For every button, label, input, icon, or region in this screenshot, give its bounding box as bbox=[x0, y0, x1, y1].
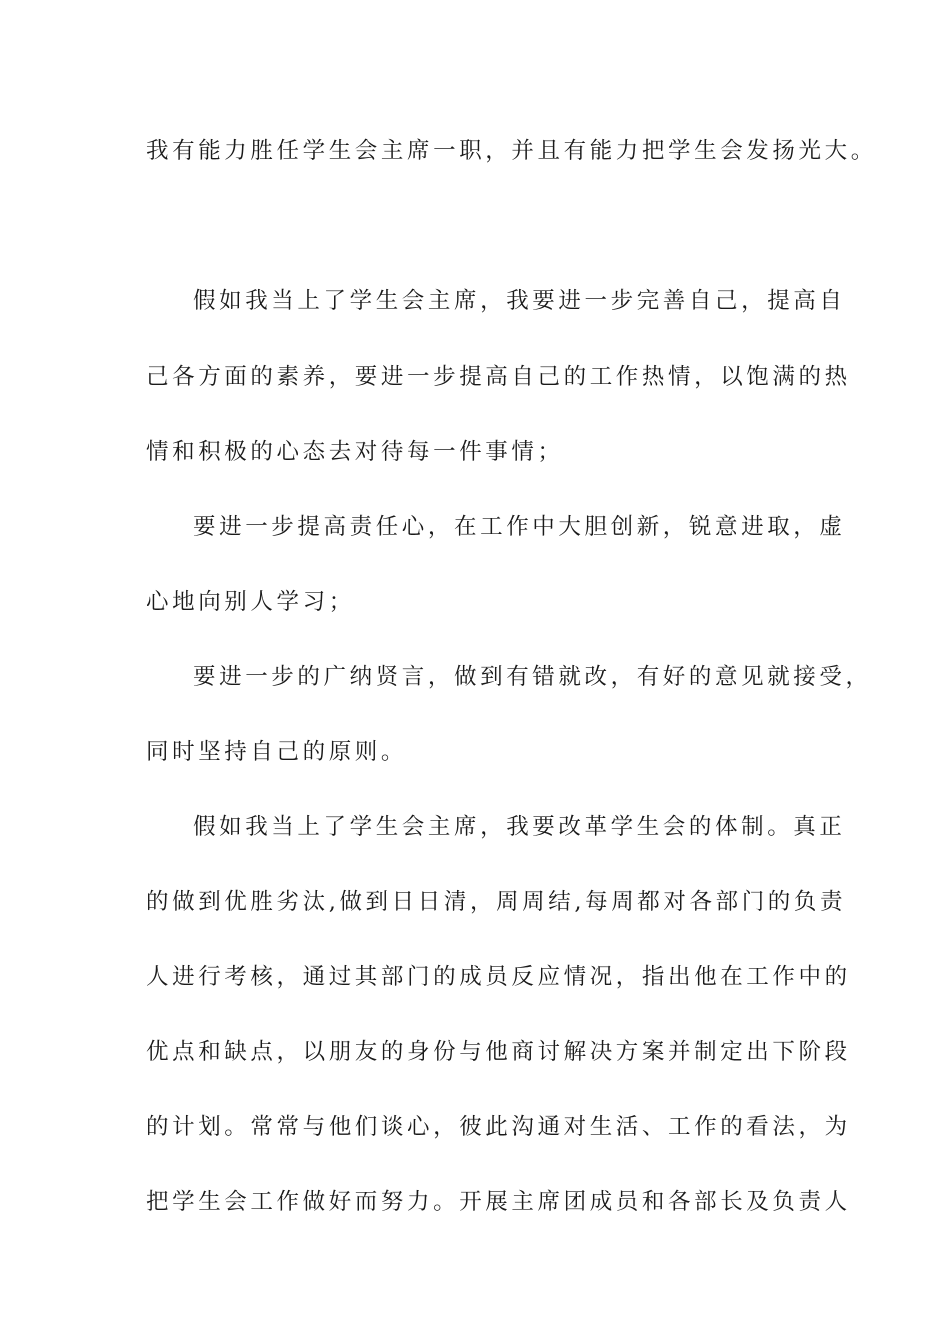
text-line-2: 假如我当上了学生会主席，我要进一步完善自己，提高自 bbox=[193, 288, 846, 314]
text-line-1: 我有能力胜任学生会主席一职，并且有能力把学生会发扬光大。 bbox=[146, 138, 877, 164]
text-line-7: 要进一步的广纳贤言，做到有错就改，有好的意见就接受， bbox=[193, 664, 872, 690]
text-line-12: 优点和缺点，以朋友的身份与他商讨解决方案并制定出下阶段 bbox=[146, 1039, 851, 1065]
text-line-9: 假如我当上了学生会主席，我要改革学生会的体制。真正 bbox=[193, 814, 846, 840]
text-line-10: 的做到优胜劣汰,做到日日清，周周结,每周都对各部门的负责 bbox=[146, 889, 847, 915]
text-line-6: 心地向别人学习； bbox=[146, 589, 355, 615]
text-line-8: 同时坚持自己的原则。 bbox=[146, 739, 408, 765]
text-line-5: 要进一步提高责任心，在工作中大胆创新，锐意进取，虚 bbox=[193, 514, 846, 540]
text-line-3: 己各方面的素养，要进一步提高自己的工作热情，以饱满的热 bbox=[146, 364, 851, 390]
text-line-11: 人进行考核，通过其部门的成员反应情况，指出他在工作中的 bbox=[146, 964, 851, 990]
text-line-14: 把学生会工作做好而努力。开展主席团成员和各部长及负责人 bbox=[146, 1189, 851, 1215]
text-line-13: 的计划。常常与他们谈心，彼此沟通对生活、工作的看法，为 bbox=[146, 1114, 851, 1140]
text-line-4: 情和积极的心态去对待每一件事情； bbox=[146, 439, 564, 465]
